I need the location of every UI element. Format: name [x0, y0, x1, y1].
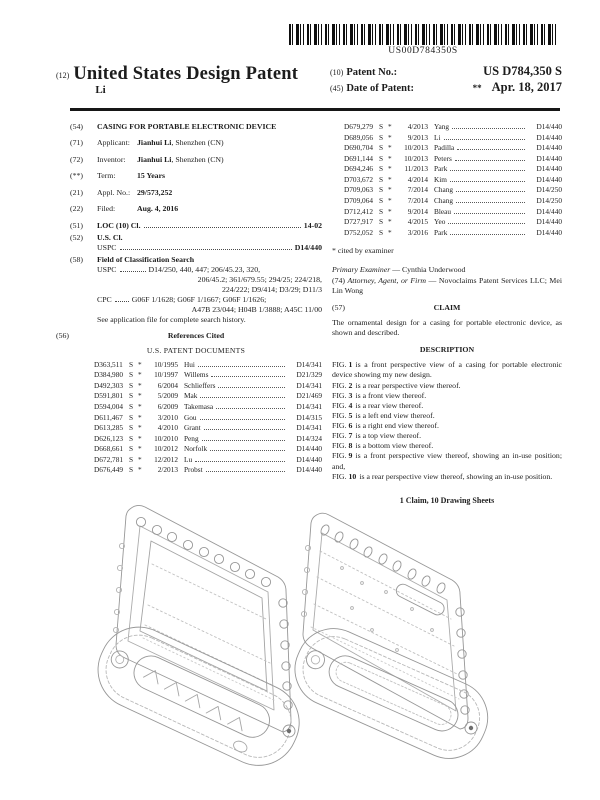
reference-row: D492,303 S * 6/2004 Schlieffers D14/341 — [94, 380, 322, 390]
ref-date: 5/2009 — [157, 391, 178, 401]
figure-description-line: FIG. 4 is a rear view thereof. — [332, 400, 424, 410]
ref-inventor: Chang — [434, 185, 454, 195]
ref-patent-number: D712,412 — [344, 206, 373, 216]
patent-no-label: Patent No.: — [346, 67, 398, 78]
ref-class: D14/341 — [296, 402, 322, 411]
ref-inventor: Gou — [184, 412, 197, 422]
reference-row: D672,781 S * 12/2012 Lu D14/440 — [94, 454, 322, 464]
us-patent-documents-heading: U.S. PATENT DOCUMENTS — [146, 345, 246, 355]
field-54-title: (54) CASING FOR PORTABLE ELECTRONIC DEVICE — [70, 122, 322, 132]
ref-class: D14/440 — [536, 122, 562, 131]
ref-date: 11/2013 — [404, 164, 428, 174]
cited-by-examiner-note: * cited by examiner — [332, 246, 394, 256]
ref-patent-number: D752,052 — [344, 227, 373, 237]
ref-date: 4/2013 — [407, 122, 428, 131]
ref-inventor: Schlieffers — [184, 380, 216, 390]
ref-date: 10/2013 — [404, 153, 428, 163]
ref-date: 10/1997 — [154, 370, 178, 380]
reference-row: D384,980 S * 10/1997 Willems D21/329 — [94, 370, 322, 380]
ref-class: D14/440 — [536, 206, 562, 216]
header-divider-rule — [70, 108, 560, 111]
references-table-right — [344, 122, 562, 238]
ref-inventor: Li — [434, 132, 441, 142]
inventor-name: Jianhui Li — [137, 154, 172, 164]
references-cited-heading: (56) References Cited — [56, 331, 225, 340]
inventor-surname: Li — [95, 84, 106, 96]
ref-class: D14/440 — [536, 217, 562, 227]
ref-inventor: Park — [434, 164, 448, 174]
term-value: 15 Years — [137, 171, 166, 181]
ref-class: D14/440 — [536, 164, 562, 174]
ref-date: 6/2009 — [157, 402, 178, 411]
ref-class: D14/440 — [536, 132, 562, 142]
ref-class: D14/440 — [296, 454, 322, 464]
barcode-image — [289, 24, 557, 45]
reference-row: D679,279 S * 4/2013 Yang D14/440 — [344, 122, 562, 131]
reference-row: D611,467 S * 3/2010 Gou D14/315 — [94, 412, 322, 422]
ref-inventor: Chang — [434, 196, 454, 206]
field-term: (**) Term: 15 Years — [70, 171, 166, 181]
ref-date: 12/2012 — [154, 454, 178, 464]
ref-patent-number: D676,449 — [94, 465, 123, 475]
field-21-appl-no: (21) Appl. No.: 29/573,252 — [70, 187, 173, 197]
figure-description-line: FIG. 6 is a right end view thereof. — [332, 421, 439, 431]
right-column — [332, 122, 562, 506]
application-number: 29/573,252 — [137, 187, 173, 197]
reference-row: D712,412 S * 9/2014 Bleau D14/440 — [344, 206, 562, 216]
ref-patent-number: D668,661 — [94, 444, 123, 454]
ref-class: D14/341 — [296, 423, 322, 433]
ref-patent-number: D709,063 — [344, 185, 373, 195]
ref-inventor: Mak — [184, 391, 198, 401]
invention-title: CASING FOR PORTABLE ELECTRONIC DEVICE — [97, 122, 277, 131]
reference-row: D727,917 S * 4/2015 Yeo D14/440 — [344, 217, 562, 227]
ref-inventor: Hui — [184, 359, 195, 369]
ref-inventor: Takemasa — [184, 402, 214, 411]
ref-class: D14/250 — [536, 185, 562, 195]
figure-description-line: FIG. 10 is a rear perspective view thereof, showing an in-use position. — [332, 471, 553, 481]
ref-class: D14/315 — [296, 412, 322, 422]
claims-and-sheets-note: 1 Claim, 10 Drawing Sheets — [399, 495, 495, 505]
ref-patent-number: D626,123 — [94, 433, 123, 443]
ref-patent-number: D703,672 — [344, 174, 373, 184]
ref-inventor: Grant — [184, 423, 201, 433]
ref-patent-number: D679,279 — [344, 122, 373, 131]
ref-inventor: Lu — [184, 454, 193, 464]
ref-patent-number: D690,704 — [344, 143, 373, 153]
reference-row: D626,123 S * 10/2010 Peng D14/324 — [94, 433, 322, 443]
reference-row: D752,052 S * 3/2016 Park D14/440 — [344, 227, 562, 237]
reference-row: D591,801 S * 5/2009 Mak D21/469 — [94, 391, 322, 401]
left-column — [56, 122, 322, 506]
patent-number: US D784,350 S — [483, 64, 562, 78]
ref-inventor: Norfolk — [184, 444, 208, 454]
ref-date: 7/2014 — [407, 196, 428, 206]
claim-text: The ornamental design for a casing for portable electronic device, as shown and described. — [332, 317, 562, 338]
description-heading: DESCRIPTION — [419, 345, 475, 355]
reference-row: D709,063 S * 7/2014 Chang D14/250 — [344, 185, 562, 195]
ref-class: D14/440 — [296, 465, 322, 475]
ref-patent-number: D613,285 — [94, 423, 123, 433]
kind-code: (12) — [56, 71, 70, 80]
ref-inventor: Peters — [434, 153, 452, 163]
ref-class: D14/341 — [296, 359, 322, 369]
ref-patent-number: D594,004 — [94, 402, 123, 411]
ref-inventor: Kim — [434, 174, 447, 184]
figure-description-line: FIG. 1 is a front perspective view of a casing for portable electronic device showing my new design. — [332, 360, 562, 380]
reference-row: D690,704 S * 10/2013 Padilla D14/440 — [344, 143, 562, 153]
ref-inventor: Yeo — [434, 217, 446, 227]
figure-rear-perspective-drawing — [283, 513, 499, 770]
field-22-filed: (22) Filed: Aug. 4, 2016 — [70, 204, 179, 214]
ref-patent-number: D689,056 — [344, 132, 373, 142]
ref-date: 4/2010 — [157, 423, 178, 433]
attorney-line: (74) Attorney, Agent, or Firm — Novoclaims Patent Services LLC; Mei Lin Wong — [332, 275, 562, 295]
ref-date: 9/2013 — [407, 132, 428, 142]
document-type-title: United States Design Patent — [73, 64, 299, 84]
uspc-class: D14/440 — [294, 242, 322, 252]
field-52-us-cl: (52) U.S. Cl. USPC D14/440 — [70, 232, 322, 252]
ref-patent-number: D694,246 — [344, 164, 373, 174]
date-label: Date of Patent: — [346, 83, 414, 94]
figure-description-line: FIG. 7 is a top view thereof. — [332, 431, 422, 441]
patent-date: Apr. 18, 2017 — [491, 80, 562, 94]
reference-row: D689,056 S * 9/2013 Li D14/440 — [344, 132, 562, 142]
loc-class: 14-02 — [303, 220, 322, 230]
barcode-number: US00D784350S — [388, 46, 458, 56]
ref-date: 10/2010 — [154, 433, 178, 443]
ref-class: D21/329 — [296, 370, 322, 380]
primary-examiner-line: Primary Examiner — Cynthia Underwood — [332, 265, 466, 275]
ref-patent-number: D591,801 — [94, 391, 123, 401]
ref-class: D14/440 — [536, 227, 562, 237]
reference-row: D703,672 S * 4/2014 Kim D14/440 — [344, 174, 562, 184]
ref-class: D14/341 — [296, 380, 322, 390]
field-58-classification-search: (58) Field of Classification Search USPC D14/250, 440, 447; 206/45.23, 320, 206/45.2; 361/679.55; 294/25; 224/218, 224/222; D9/414; D3/29; D11/3 CPC G06F 1/1628; G06F 1/1667; G06F 1/1626; A47B 23/044; H04B 1/3888; A45C 11/00 See application file for complete search history. — [70, 254, 322, 324]
ref-inventor: Yang — [434, 122, 450, 131]
ref-inventor: Padilla — [434, 143, 455, 153]
field-72-inventor: (72) Inventor: Jianhui Li, Shenzhen (CN) — [70, 154, 224, 164]
ref-class: D14/250 — [536, 196, 562, 206]
ref-class: D14/440 — [536, 174, 562, 184]
ref-patent-number: D709,064 — [344, 196, 373, 206]
date-code: (45) — [330, 84, 344, 93]
reference-row: D363,511 S * 10/1995 Hui D14/341 — [94, 359, 322, 369]
figure-description-list — [332, 360, 562, 482]
ref-patent-number: D691,144 — [344, 153, 373, 163]
ref-class: D14/440 — [536, 153, 562, 163]
ref-date: 9/2014 — [407, 206, 428, 216]
ref-inventor: Park — [434, 227, 448, 237]
filing-date: Aug. 4, 2016 — [137, 204, 179, 214]
reference-row: D594,004 S * 6/2009 Takemasa D14/341 — [94, 402, 322, 411]
patent-drawings — [0, 488, 600, 800]
ref-class: D21/469 — [296, 391, 322, 401]
ref-date: 2/2013 — [157, 465, 178, 475]
field-51-loc: (51) LOC (10) Cl. 14-02 — [70, 220, 322, 230]
figure-description-line: FIG. 9 is a front perspective view thereof, showing an in-use position; and, — [332, 451, 562, 471]
ref-date: 6/2004 — [157, 380, 178, 390]
ref-date: 10/1995 — [154, 359, 178, 369]
attorney-name: Novoclaims Patent Services LLC; Mei Lin Wong — [332, 275, 562, 295]
ref-inventor: Willems — [184, 370, 209, 380]
ref-date: 3/2010 — [157, 412, 178, 422]
ref-date: 4/2014 — [407, 174, 428, 184]
barcode-block — [289, 24, 557, 56]
claim-heading: (57) CLAIM — [332, 302, 461, 312]
figure-description-line: FIG. 8 is a bottom view thereof. — [332, 441, 434, 451]
field-71-applicant: (71) Applicant: Jianhui Li, Shenzhen (CN) — [70, 138, 224, 148]
ref-patent-number: D384,980 — [94, 370, 123, 380]
references-table-left — [94, 360, 322, 476]
reference-row: D668,661 S * 10/2012 Norfolk D14/440 — [94, 444, 322, 454]
ref-inventor: Bleau — [434, 206, 452, 216]
ref-class: D14/440 — [296, 444, 322, 454]
ref-inventor: Probst — [184, 465, 203, 475]
ref-patent-number: D611,467 — [94, 412, 123, 422]
ref-class: D14/440 — [536, 143, 562, 153]
reference-row: D676,449 S * 2/2013 Probst D14/440 — [94, 465, 322, 475]
figure-front-perspective-drawing — [85, 505, 312, 778]
figure-description-line: FIG. 3 is a front view thereof. — [332, 390, 427, 400]
reference-row: D613,285 S * 4/2010 Grant D14/341 — [94, 423, 322, 433]
figure-description-line: FIG. 5 is a left end view thereof. — [332, 410, 435, 420]
term-extension-marker: ** — [472, 83, 482, 93]
bibliographic-columns — [56, 122, 562, 506]
reference-row: D709,064 S * 7/2014 Chang D14/250 — [344, 196, 562, 206]
ref-date: 7/2014 — [407, 185, 428, 195]
ref-inventor: Peng — [184, 433, 199, 443]
figure-description-line: FIG. 2 is a rear perspective view thereof. — [332, 380, 461, 390]
ref-date: 10/2013 — [404, 143, 428, 153]
reference-row: D691,144 S * 10/2013 Peters D14/440 — [344, 153, 562, 163]
ref-date: 3/2016 — [407, 227, 428, 237]
ref-patent-number: D363,511 — [94, 359, 123, 369]
applicant-name: Jianhui Li — [137, 138, 172, 148]
examiner-name: Cynthia Underwood — [401, 265, 466, 275]
ref-patent-number: D492,303 — [94, 380, 123, 390]
ref-patent-number: D727,917 — [344, 217, 373, 227]
patent-no-code: (10) — [330, 68, 344, 77]
ref-class: D14/324 — [296, 433, 322, 443]
ref-date: 4/2015 — [407, 217, 428, 227]
ref-date: 10/2012 — [154, 444, 178, 454]
reference-row: D694,246 S * 11/2013 Park D14/440 — [344, 164, 562, 174]
patent-header — [56, 64, 562, 96]
ref-patent-number: D672,781 — [94, 454, 123, 464]
